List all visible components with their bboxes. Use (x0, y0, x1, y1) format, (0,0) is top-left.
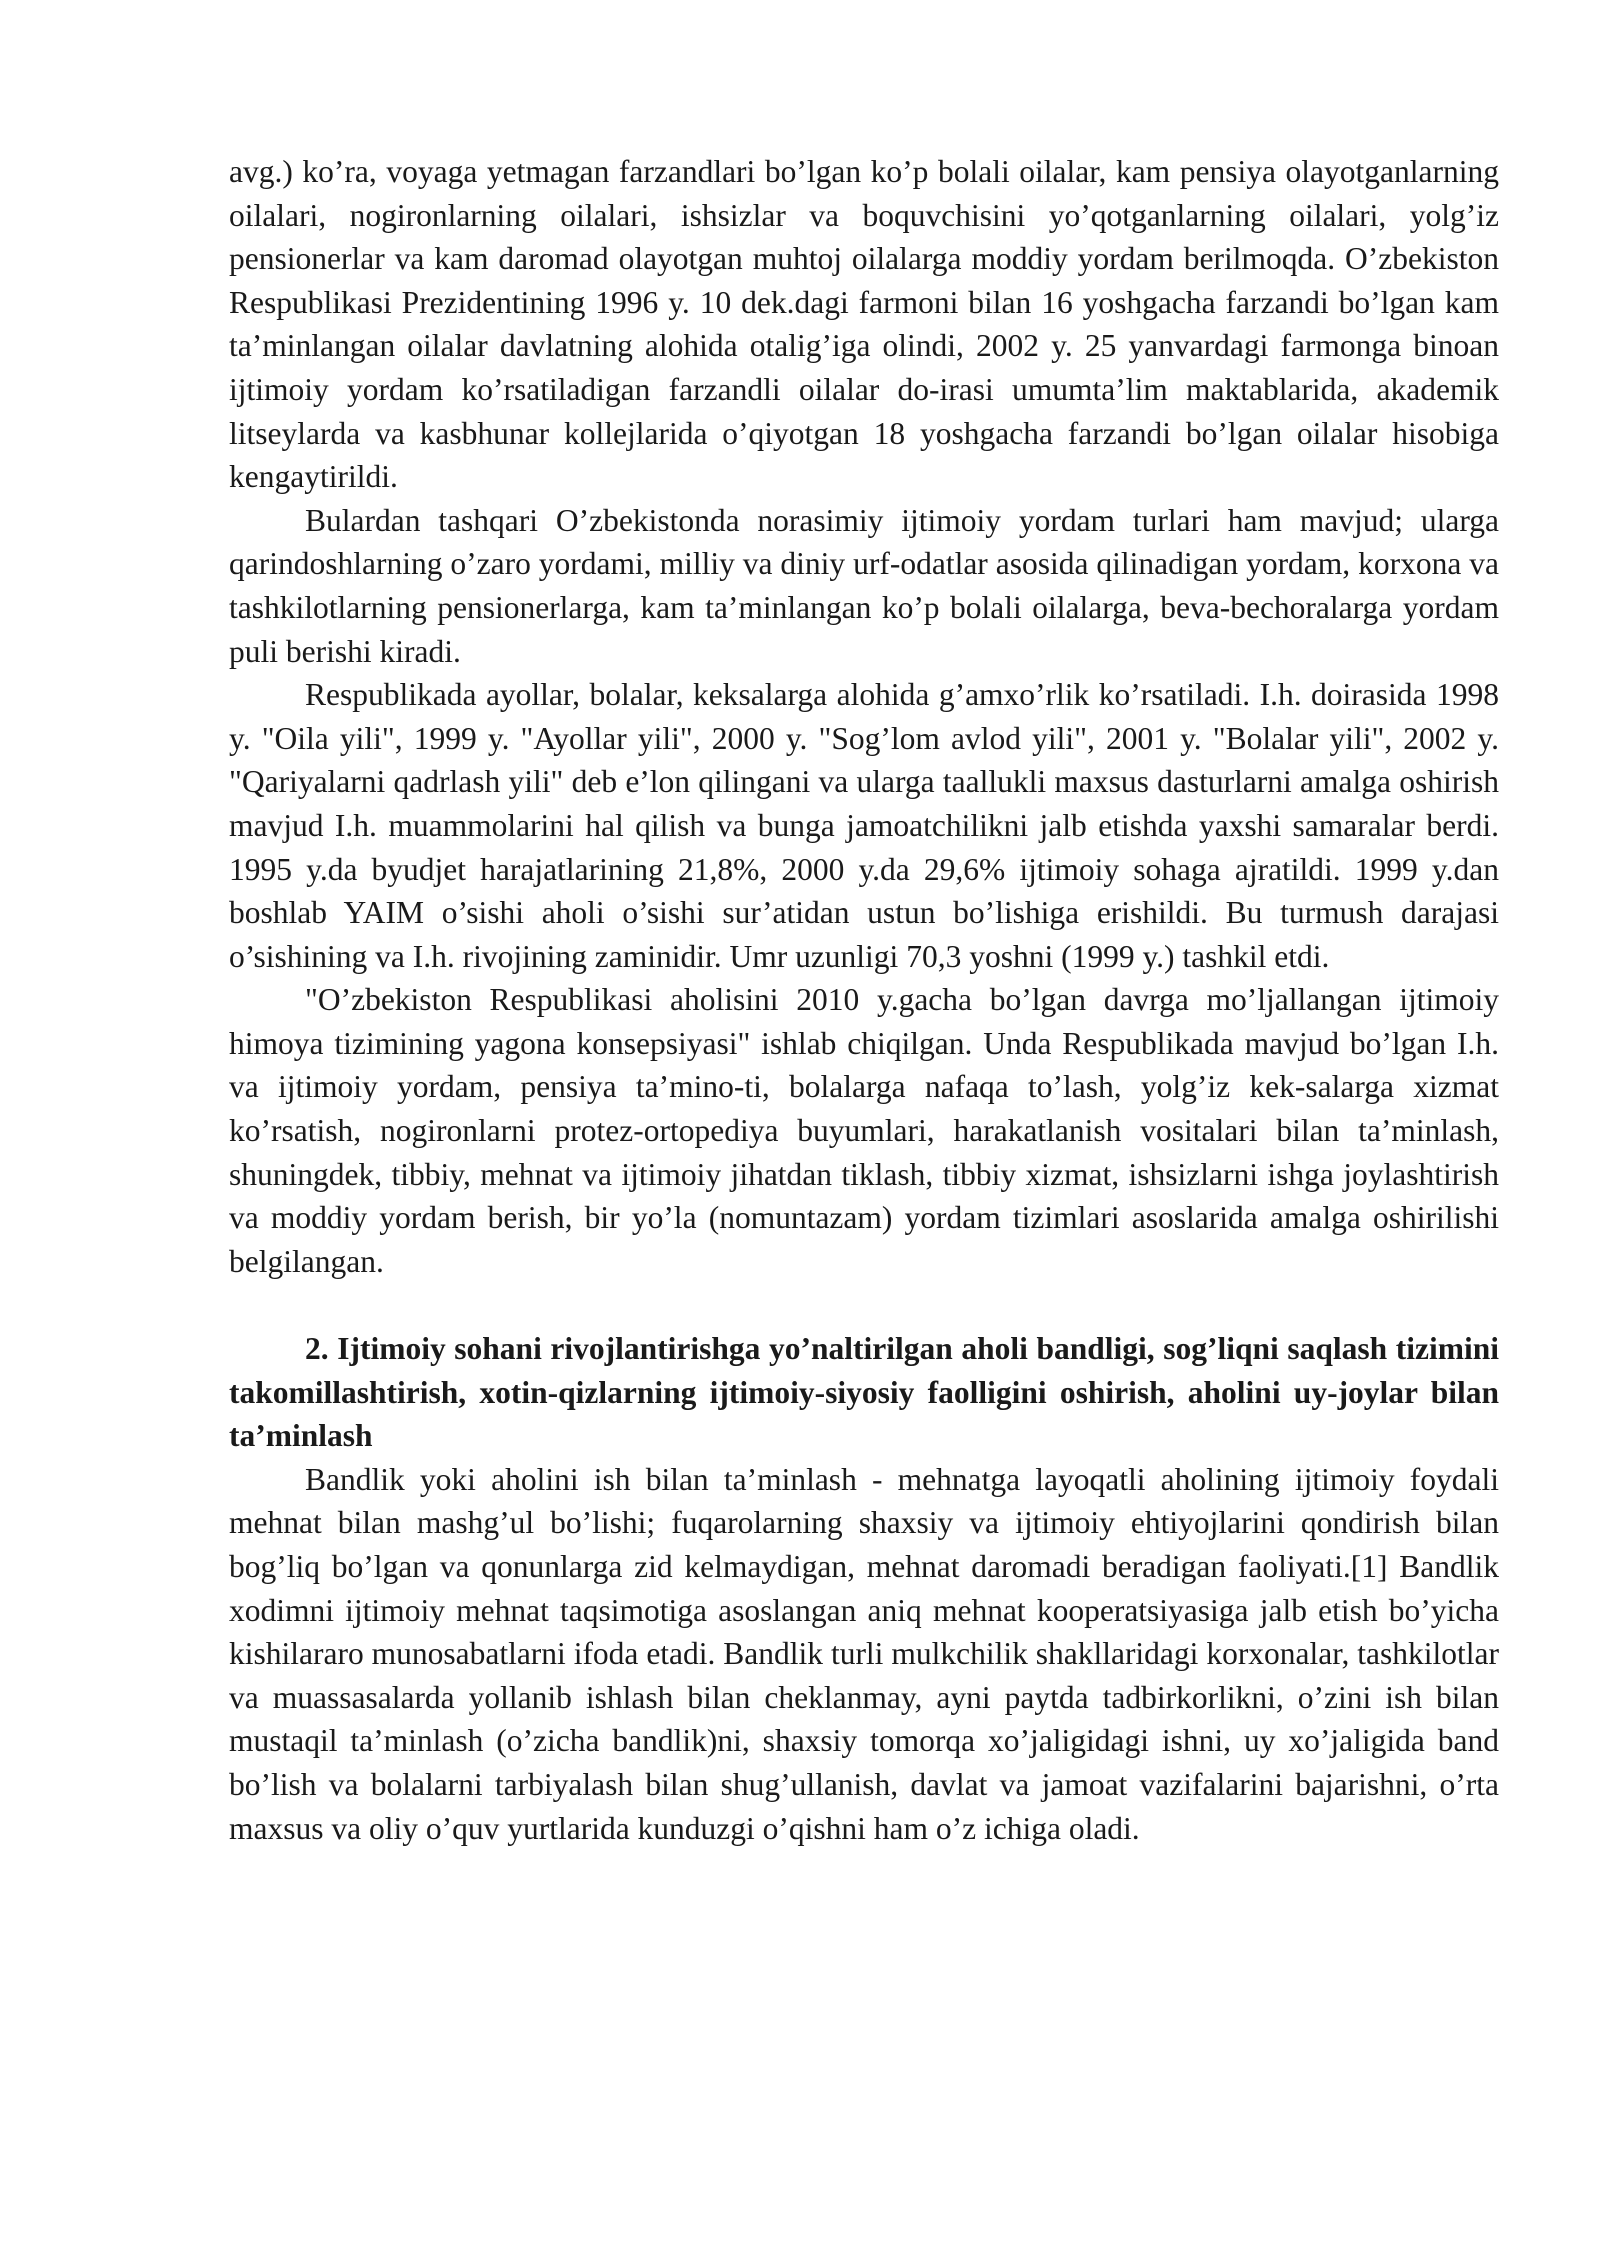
paragraph-care-programs: Respublikada ayollar, bolalar, keksalarga alohida g’amxo’rlik ko’rsatiladi. I.h. doirasida 1998 y. "Oila yili", 1999 y. "Ayollar yili", 2000 y. "Sog’lom avlod yili", 2001 y. "Bolalar yili", 2002 y. "Qariyalarni qadrlash yili" deb e’lon qilingani va ularga taallukli maxsus dasturlarni amalga oshirish mavjud I.h. muammolarini hal qilish va bunga jamoatchilikni jalb etishda yaxshi samaralar berdi. 1995 y.da byudjet harajatlarining 21,8%, 2000 y.da 29,6% ijtimoiy sohaga ajratildi. 1999 y.dan boshlab YAIM o’sishi aholi o’sishi sur’atidan ustun bo’lishiga erishildi. Bu turmush darajasi o’sishining va I.h. rivojining zaminidir. Umr uzunligi 70,3 yoshni (1999 y.) tashkil etdi. (229, 677, 1499, 974)
paragraph-social-aid: avg.) ko’ra, voyaga yetmagan farzandlari bo’lgan ko’p bolali oilalar, kam pensiya olayotganlarning oilalari, nogironlarning oilalari, ishsizlar va boquvchisini yo’qotganlarning oilalari, yolg’iz pensionerlar va kam daromad olayotgan muhtoj oilalarga moddiy yordam berilmoqda. O’zbekiston Respublikasi Prezidentining 1996 y. 10 dek.dagi farmoni bilan 16 yoshgacha farzandi bo’lgan kam ta’minlangan oilalar davlatning alohida otalig’iga olindi, 2002 y. 25 yanvardagi farmonga binoan ijtimoiy yordam ko’rsatiladigan farzandli oilalar do-irasi umumta’lim maktablarida, akademik litseylarda va kasbhunar kollejlarida o’qiyotgan 18 yoshgacha farzandi bo’lgan oilalar hisobiga kengaytirildi. (229, 154, 1499, 495)
paragraph-informal-aid: Bulardan tashqari O’zbekistonda norasimiy ijtimoiy yordam turlari ham mavjud; ularga qarindoshlarning o’zaro yordami, milliy va diniy urf-odatlar asosida qilinadigan yordam, korxona va tashkilotlarning pensionerlarga, kam ta’minlangan ko’p bolali oilalarga, beva-bechoralarga yordam puli berishi kiradi. (229, 502, 1499, 669)
section-heading: 2. Ijtimoiy sohani rivojlantirishga yo’naltirilgan aholi bandligi, sog’liqni saqlash tizimini takomillashtirish, xotin-qizlarning ijtimoiy-siyosiy faolligini oshirish, aholini uy-joylar bilan ta’minlash (229, 1331, 1499, 1454)
paragraph-concept: "O’zbekiston Respublikasi aholisini 2010 y.gacha bo’lgan davrga mo’ljallangan ijtimoiy himoya tizimining yagona konsepsiyasi" ishlab chiqilgan. Unda Respublikada mavjud bo’lgan I.h. va ijtimoiy yordam, pensiya ta’mino-ti, bolalarga nafaqa to’lash, yolg’iz kek-salarga xizmat ko’rsatish, nogironlarni protez-ortopediya buyumlari, harakatlanish vositalari bilan ta’minlash, shuningdek, tibbiy, mehnat va ijtimoiy jihatdan tiklash, tibbiy xizmat, ishsizlarni ishga joylashtirish va moddiy yordam berish, bir yo’la (nomuntazam) yordam tizimlari asoslarida amalga oshirilishi belgilangan. (229, 982, 1499, 1279)
document-page (229, 150, 1499, 1850)
paragraph-employment: Bandlik yoki aholini ish bilan ta’minlash - mehnatga layoqatli aholining ijtimoiy foydali mehnat bilan mashg’ul bo’lishi; fuqarolarning shaxsiy va ijtimoiy ehtiyojlarini qondirish bilan bog’liq bo’lgan va qonunlarga zid kelmaydigan, mehnat daromadi beradigan faoliyati.[1] Bandlik xodimni ijtimoiy mehnat taqsimotiga asoslangan aniq mehnat kooperatsiyasiga jalb etish bo’yicha kishilararo munosabatlarni ifoda etadi. Bandlik turli mulkchilik shakllaridagi korxonalar, tashkilotlar va muassasalarda yollanib ishlash bilan cheklanmay, ayni paytda tadbirkorlikni, o’zini ish bilan mustaqil ta’minlash (o’zicha bandlik)ni, shaxsiy tomorqa xo’jaligidagi ishni, uy xo’jaligida band bo’lish va bolalarni tarbiyalash bilan shug’ullanish, davlat va jamoat vazifalarini bajarishni, o’rta maxsus va oliy o’quv yurtlarida kunduzgi o’qishni ham o’z ichiga oladi. (229, 1461, 1499, 1846)
